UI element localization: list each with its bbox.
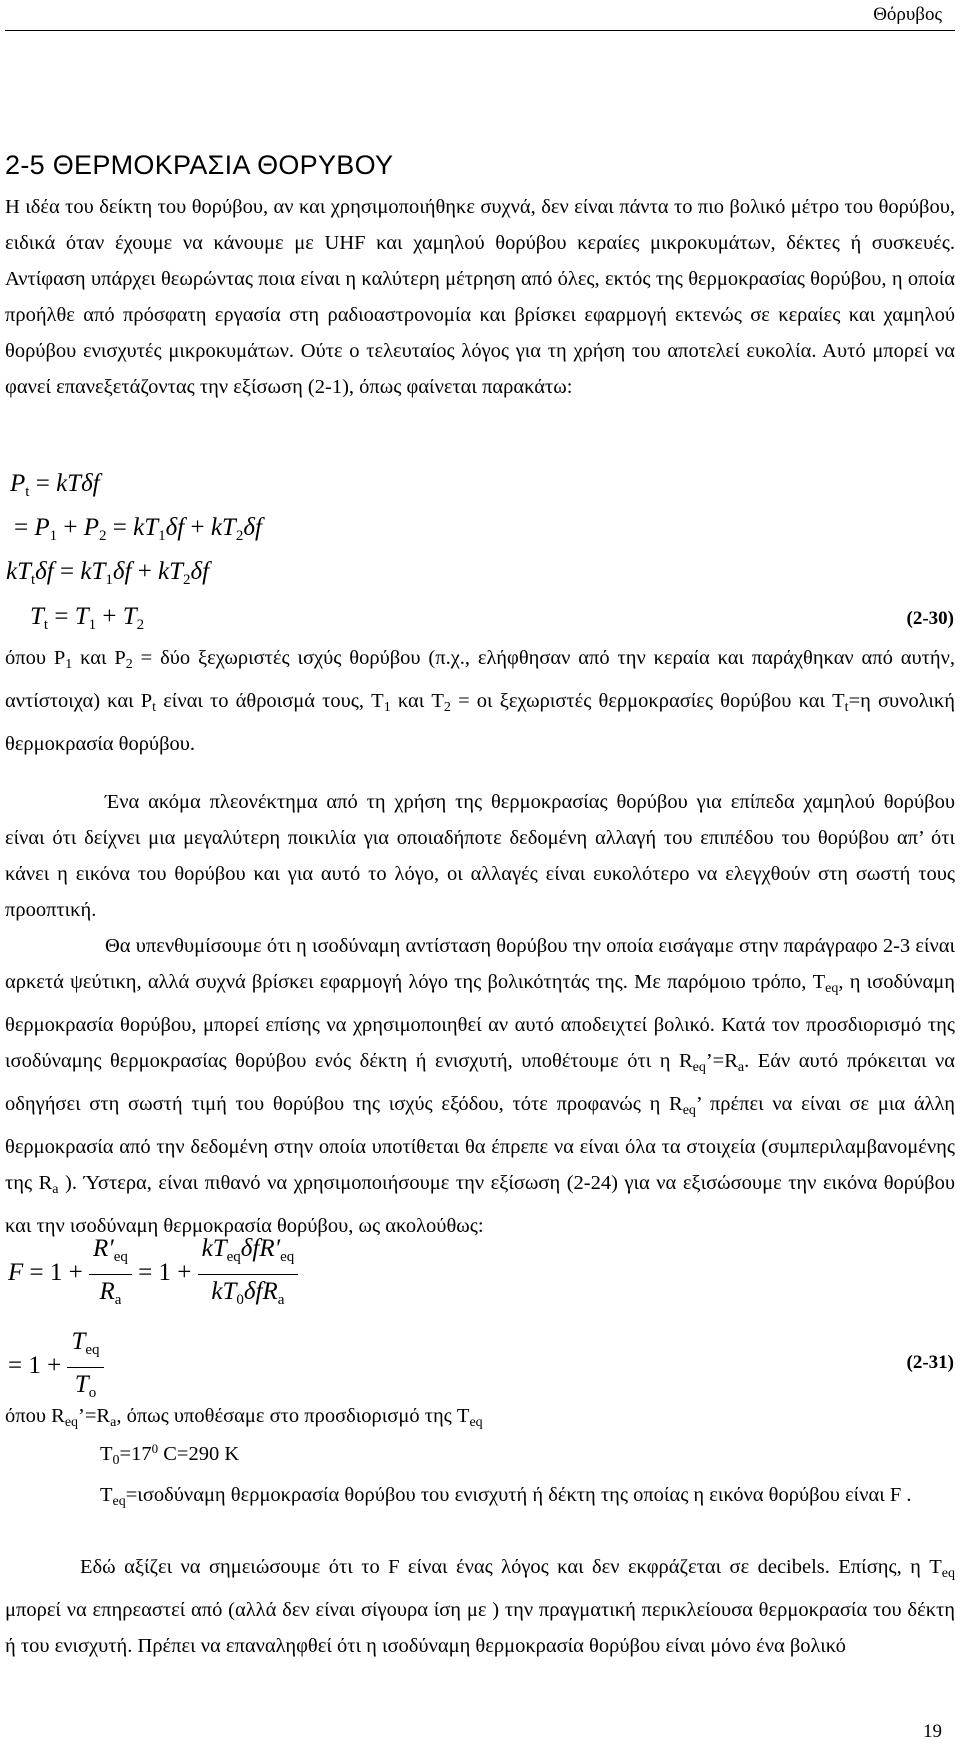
running-header: Θόρυβος xyxy=(873,4,942,25)
equation-pt: $P_t = kT\delta f$ xyxy=(10,470,100,500)
equation-kt: $kT_t\delta f = kT_1\delta f + kT_2\delta f$ xyxy=(6,558,210,588)
paragraph-equivalent-resistance: Θα υπενθυμίσουμε ότι η ισοδύναμη αντίσταση θορύβου την οποία εισάγαμε στην παράγραφο 2-3 είναι αρκετά ψεύτικη, αλλά συχνά βρίσκει εφαρμογή λόγο της βολικότητάς της. Με παρόμοιο τρόπο, $T_{eq}$, η ισοδύναμη θερμοκρασία θορύβου, μπορεί επίσης να χρησιμοποιηθεί αν αυτό αποδειχτεί βολικό. Κατά τον προσδιορισμό της ισοδύναμης θερμοκρασίας θορύβου ενός δέκτη ή ενισχυτή, υποθέτουμε ότι η $R_{eq}’=R_a$. Εάν αυτό πρόκειται να οδηγήσει στη σωστή τιμή του θορύβου της ισχύς εξόδου, τότε προφανώς η $R_{eq}$’ πρέπει να είναι σε μια άλλη θερμοκρασία από την δεδομένη στην οποία υποτίθεται θα έπρεπε να είναι όλα τα στοιχεία (συμπεριλαμβανομένης της $R_a$ ). Ύστερα, είναι πιθανό να χρησιμοποιήσουμε την εξίσωση (2-24) για να εξισώσουμε την εικόνα θορύβου και την ισοδύναμη θερμοκρασία θορύβου, ως ακολούθως: xyxy=(5,935,956,1237)
header-rule xyxy=(5,30,955,31)
equation-number-2-30: (2-30) xyxy=(906,608,954,629)
paragraph-intro: Η ιδέα του δείκτη του θορύβου, αν και χρησιμοποιήθηκε συχνά, δεν είναι πάντα το πιο βολικό μέτρο του θορύβου, ειδικά όταν έχουμε να κάνουμε με UHF και χαμηλού θορύβου κεραίες μικροκυμάτων, δέκτες ή συσκευές. Αντίφαση υπάρχει θεωρώντας ποια είναι η καλύτερη μέτρηση από όλες, εκτός της θερμοκρασίας θορύβου, η οποία προήλθε από πρόσφατη εργασία στη ραδιοαστρονομία και βρίσκει εφαρμογή εκτενώς σε κεραίες και χαμηλού θορύβου ενισχυτές μικροκυμάτων. Ούτε ο τελευταίος λόγος για τη χρήση του αποτελεί ευκολία. Αυτό μπορεί να φανεί επανεξετάζοντας την εξίσωση (2-1), όπως φαίνεται παρακάτω: xyxy=(5,196,955,398)
paragraph-ratio-note: Εδώ αξίζει να σημειώσουμε ότι το F είναι ένας λόγος και δεν εκφράζεται σε decibels. Επίσης, η $T_{eq}$ μπορεί να επηρεαστεί από (αλλά δεν είναι σίγουρα ίση με ) την πραγματική περικλείουσα θερμοκρασία του δέκτη ή του ενισχυτή. Πρέπει να επαναληφθεί ότι η ισοδύναμη θερμοκρασία θορύβου είναι μόνο ένα βολικό xyxy=(5,1556,955,1657)
page-number: 19 xyxy=(923,1721,942,1742)
paragraph-teq-definition: $T_{eq}=\iota\sigma o\delta ύ\nu\alpha\mu\eta$ θερμοκρασία θορύβου του ενισχυτή ή δέκτη της οποίας η εικόνα θορύβου είναι F . xyxy=(100,1484,912,1509)
paragraph-where-powers: όπου $P_1$ και $P_2 = \delta ύo$ ξεχωριστές ισχύς θορύβου (π.χ., ελήφθησαν από την κεραία και παράχθηκαν από αυτήν, αντίστοιχα) και $P_t$ είναι το άθροισμά τους, $T_1$ και $T_2 = o\iota$ ξεχωριστές θερμοκρασίες θορύβου και $T_t=\eta$ συνολική θερμοκρασία θορύβου. xyxy=(5,647,955,755)
equation-number-2-31: (2-31) xyxy=(906,1352,954,1373)
line-where-req: όπου $R_{eq}’=R_a$, όπως υποθέσαμε στο προσδιορισμό της $T_{eq}$ xyxy=(5,1405,483,1430)
equation-noise-figure: F = 1 + $\frac{R'_{eq}}{R_a}$ = 1 + $\frac{kT_{eq}\delta fR'_{eq}}{kT_0\delta fR_a}$ xyxy=(8,1232,298,1317)
equation-sum-powers: = $P_1 + P_2 = kT_1\delta f + kT_2\delta f$ xyxy=(14,514,262,544)
equation-noise-figure-temp: = 1 + $\frac{T_{eq}}{T_o}$ xyxy=(8,1325,104,1410)
equation-total-temp: $T_t = T_1 + T_2$ xyxy=(30,603,145,633)
paragraph-advantage: Ένα ακόμα πλεονέκτημα από τη χρήση της θερμοκρασίας θορύβου για επίπεδα χαμηλού θορύβου είναι ότι δείχνει μια μεγαλύτερη ποικιλία για οποιαδήποτε δεδομένη αλλαγή του επιπέδου του θορύβου απ’ ότι κάνει η εικόνα του θορύβου και για αυτό το λόγο, οι αλλαγές είναι ευκολότερο να ελεγχθούν στη σωστή τους προοπτική. xyxy=(5,791,955,921)
line-t0-value: $T_0=17^0$ C=290 K xyxy=(100,1441,240,1468)
section-title: 2-5 ΘΕΡΜΟΚΡΑΣΙΑ ΘΟΡΥΒΟΥ xyxy=(5,150,394,180)
